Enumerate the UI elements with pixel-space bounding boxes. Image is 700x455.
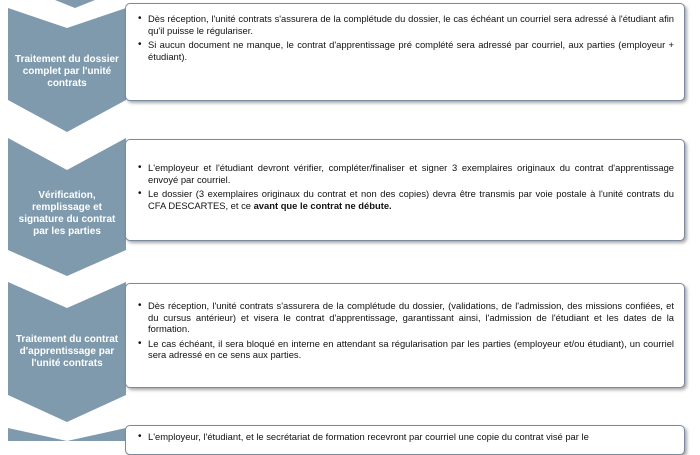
emphasis-text: avant que le contrat ne débute.: [253, 199, 392, 211]
step-1-box: [125, 3, 685, 101]
step-3-bullets: [136, 300, 674, 361]
step-4-bullet-1: • L'employeur, l'étudiant, et le secrétariat de formation recevront par courriel une copie du contrat visé par le: [136, 431, 674, 443]
step-4-box: [125, 425, 685, 455]
step-1-bullet-1: • Dès réception, l'unité contrats s'assurera de la complétude du dossier, le cas échéant un courriel sera adressé à l'étudiant afin qu'il puisse le régulariser.: [136, 13, 674, 36]
step-2-bullet-2: • Le dossier (3 exemplaires originaux du contrat et non des copies) devra être transmis par voie postale à l'unité contrats du CFA DESCARTES, et ce avant que le contrat ne débute.: [136, 188, 674, 211]
step-2-bullets: [136, 162, 674, 211]
step-3-bullet-1: • Dès réception, l'unité contrats s'assurera de la complétude du dossier, (validations, de l'admission, des missions confiées, et du cursus antérieur) et visera le contrat d'apprentissage, garantissant ainsi, l'admission de l'étudiant et les dates de la formation.: [136, 300, 674, 335]
step-2-label: Vérification, remplissage et signature du contrat par les parties: [18, 190, 116, 237]
step-3-label: Traitement du contrat d'apprentissage par l'unité contrats: [15, 334, 119, 369]
step-1-bullet-2: • Si aucun document ne manque, le contrat d'apprentissage pré complété sera adressé par courriel, aux parties (employeur + étudiant).: [136, 39, 674, 62]
step-3-bullet-2: • Le cas échéant, il sera bloqué en interne en attendant sa régularisation par les parties (employeur et/ou étudiant), un courriel sera adressé en ce sens aux parties.: [136, 338, 674, 361]
step-2-box: [125, 139, 685, 241]
step-2-bullet-1: • L'employeur et l'étudiant devront vérifier, compléter/finaliser et signer 3 exemplaires originaux du contrat d'apprentissage envoyé par courriel.: [136, 162, 674, 185]
step-3-box: [125, 283, 685, 388]
chevron-shape-top: [55, 0, 95, 8]
chevron-shape-4: [8, 428, 126, 441]
step-1-bullets: [136, 13, 674, 62]
step-1-label: Traitement du dossier complet par l'unité contrats: [15, 54, 119, 89]
